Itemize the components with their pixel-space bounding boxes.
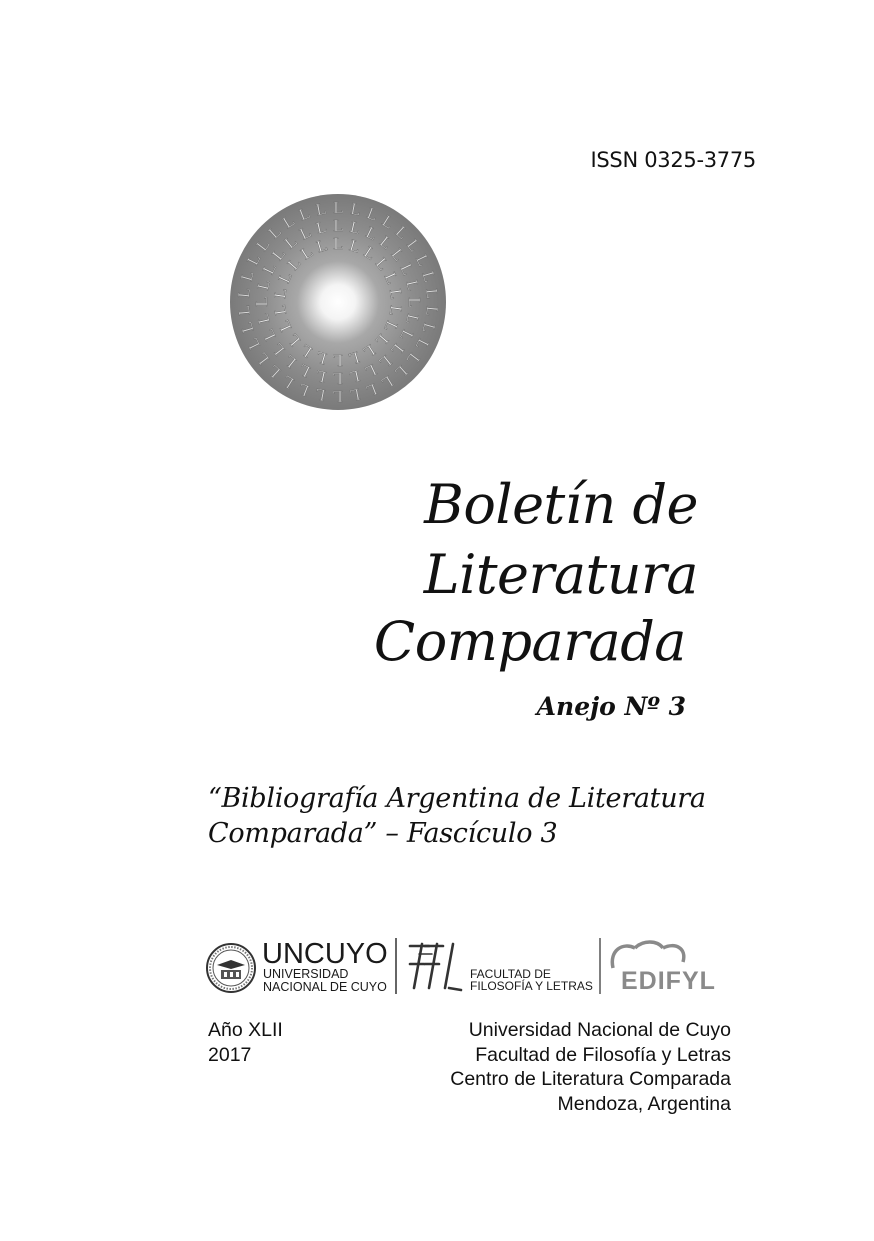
emblem-letter: L bbox=[237, 320, 258, 335]
emblem-letter: L bbox=[378, 371, 397, 393]
emblem-letter: L bbox=[314, 384, 328, 405]
emblem-letter: L bbox=[234, 304, 254, 317]
title-line-2: Literatura bbox=[423, 543, 698, 606]
title-line-1: Boletín de bbox=[424, 473, 698, 536]
emblem-letter: L bbox=[296, 204, 312, 225]
emblem-letter: L bbox=[296, 360, 314, 381]
emblem-letter: L bbox=[402, 312, 422, 326]
emblem-letter: L bbox=[396, 260, 417, 278]
emblem-letter: L bbox=[281, 351, 301, 372]
year-label: Año XLII bbox=[208, 1019, 283, 1041]
emblem-letter: L bbox=[274, 317, 296, 335]
emblem-letter: L bbox=[252, 235, 274, 255]
edifyl-owl-icon bbox=[612, 942, 683, 968]
emblem-letter: L bbox=[333, 199, 343, 217]
emblem-letter: L bbox=[284, 254, 305, 274]
institution-line: Facultad de Filosofía y Letras bbox=[475, 1043, 731, 1066]
emblem-letter: L bbox=[364, 379, 380, 400]
emblem-letter: L bbox=[333, 351, 343, 369]
emblem-letter: L bbox=[296, 379, 312, 400]
emblem-letter: L bbox=[274, 269, 296, 287]
emblem-letter: L bbox=[411, 335, 433, 353]
emblem-letter: L bbox=[253, 297, 271, 307]
emblem-letter: L bbox=[243, 251, 265, 269]
emblem-letter: L bbox=[254, 278, 274, 292]
emblem-letter: L bbox=[279, 371, 298, 393]
emblem-letter: L bbox=[268, 245, 289, 265]
emblem-letter: L bbox=[270, 304, 291, 317]
institution-logos bbox=[205, 932, 745, 1004]
emblem-letter: L bbox=[268, 339, 289, 359]
emblem-letter: L bbox=[411, 251, 433, 269]
title-line-3: Comparada bbox=[373, 610, 686, 673]
emblem-letter: L bbox=[385, 304, 406, 317]
emblem-letter: L bbox=[333, 217, 343, 235]
institution-line: Mendoza, Argentina bbox=[557, 1092, 731, 1115]
emblem-letter: L bbox=[281, 232, 301, 253]
emblem-letter: L bbox=[237, 269, 258, 284]
anejo-number: Anejo Nº 3 bbox=[536, 692, 686, 721]
emblem-letter: L bbox=[234, 287, 254, 300]
emblem-letter: L bbox=[296, 223, 314, 244]
emblem-letter: L bbox=[297, 340, 316, 362]
emblem-letter: L bbox=[259, 260, 280, 278]
lll-letter-circle-icon bbox=[228, 192, 448, 412]
emblem-letter: L bbox=[314, 199, 328, 220]
uncuyo-line-1: UNIVERSIDAD bbox=[263, 967, 349, 981]
emblem-letter: L bbox=[378, 211, 397, 233]
uncuyo-name: UNCUYO bbox=[262, 938, 388, 970]
emblem-letter: L bbox=[314, 366, 328, 386]
emblem-letter: L bbox=[402, 349, 424, 369]
emblem-letter: L bbox=[333, 387, 343, 405]
ffyl-monogram-icon bbox=[410, 944, 461, 990]
emblem-letter: L bbox=[259, 326, 280, 344]
institution-line: Centro de Literatura Comparada bbox=[450, 1068, 731, 1090]
emblem-letter: L bbox=[391, 361, 412, 382]
emblem-letter: L bbox=[391, 222, 412, 243]
emblem-letter: L bbox=[402, 235, 424, 255]
emblem-letter: L bbox=[362, 360, 380, 381]
emblem-letter: L bbox=[254, 312, 274, 326]
emblem-letter: L bbox=[314, 218, 328, 238]
emblem-letter: L bbox=[348, 199, 362, 220]
emblem-letter: L bbox=[387, 245, 408, 265]
emblem-letter: L bbox=[418, 269, 439, 284]
ffyl-line-1: FACULTAD DE bbox=[470, 967, 551, 981]
emblem-letter: L bbox=[314, 236, 329, 257]
emblem-letter: L bbox=[297, 242, 316, 264]
emblem-letter: L bbox=[405, 297, 423, 307]
edifyl-name: EDIFYL bbox=[621, 967, 716, 995]
emblem-letter: L bbox=[402, 278, 422, 292]
emblem-letter: L bbox=[371, 330, 392, 350]
emblem-letter: L bbox=[380, 269, 402, 287]
emblem-letter: L bbox=[375, 232, 395, 253]
emblem-letter: L bbox=[422, 287, 442, 300]
uncuyo-seal-icon bbox=[207, 944, 255, 992]
emblem-letter: L bbox=[396, 326, 417, 344]
emblem-letter: L bbox=[333, 235, 343, 253]
emblem-letter: L bbox=[264, 361, 285, 382]
emblem-letter: L bbox=[264, 222, 285, 243]
emblem-letter: L bbox=[385, 287, 406, 300]
emblem-letter: L bbox=[422, 304, 442, 317]
emblem-letter: L bbox=[371, 254, 392, 274]
emblem-letter: L bbox=[387, 339, 408, 359]
year-value: 2017 bbox=[208, 1043, 252, 1066]
emblem-letter: L bbox=[380, 317, 402, 335]
institution-line: Universidad Nacional de Cuyo bbox=[468, 1019, 731, 1041]
issn-number: ISSN 0325-3775 bbox=[590, 148, 756, 172]
subtitle-line-1: “Bibliografía Argentina de Literatura bbox=[208, 783, 706, 814]
emblem-letter: L bbox=[284, 330, 305, 350]
emblem-letter: L bbox=[347, 347, 362, 368]
emblem-letter: L bbox=[362, 223, 380, 244]
emblem-letter: L bbox=[348, 366, 362, 386]
emblem-letter: L bbox=[243, 335, 265, 353]
emblem-letter: L bbox=[348, 218, 362, 238]
emblem-letter: L bbox=[279, 211, 298, 233]
ffyl-line-2: FILOSOFÍA Y LETRAS bbox=[470, 979, 593, 993]
institution-block bbox=[450, 1018, 731, 1116]
uncuyo-line-2: NACIONAL DE CUYO bbox=[263, 980, 387, 994]
year-block bbox=[208, 1018, 283, 1067]
emblem-letter: L bbox=[314, 347, 329, 368]
emblem-letter: L bbox=[270, 287, 291, 300]
emblem-letter: L bbox=[252, 349, 274, 369]
emblem-letter: L bbox=[364, 204, 380, 225]
subtitle-line-2: Comparada” – Fascículo 3 bbox=[208, 818, 558, 849]
emblem-letter: L bbox=[360, 242, 379, 264]
emblem-letter: L bbox=[418, 320, 439, 335]
emblem-letter: L bbox=[333, 369, 343, 387]
emblem-letter: L bbox=[347, 236, 362, 257]
emblem-letter: L bbox=[375, 351, 395, 372]
emblem-letter: L bbox=[360, 340, 379, 362]
emblem-letter: L bbox=[348, 384, 362, 405]
